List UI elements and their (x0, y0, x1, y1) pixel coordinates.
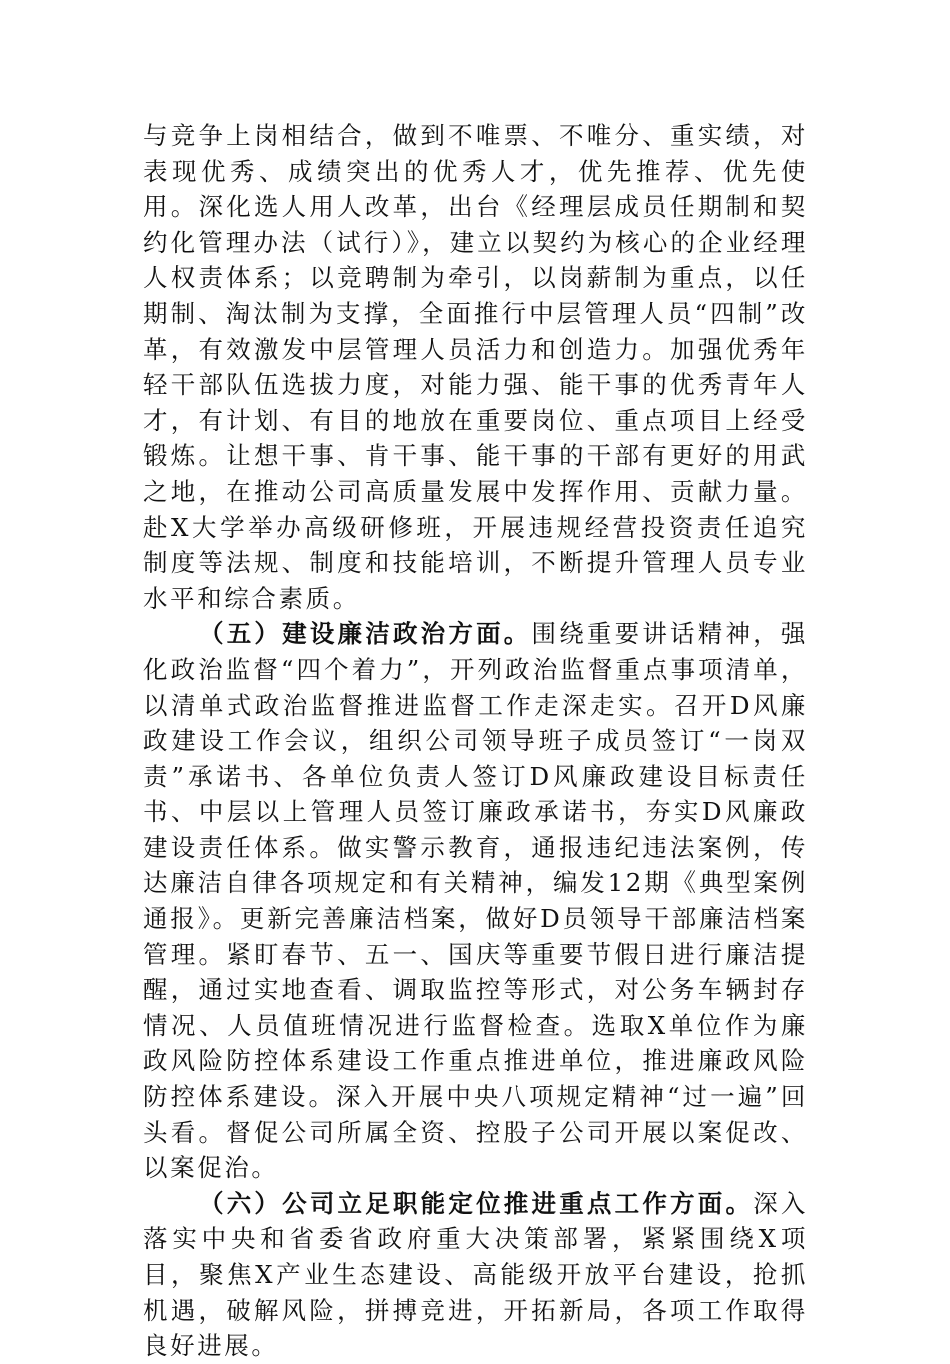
paragraph-2 (143, 616, 808, 1186)
paragraph-2-body: 围绕重要讲话精神，强化政治监督“四个着力”，开列政治监督重点事项清单，以清单式政治监督推进监督工作走深走实。召开D风廉政建设工作会议，组织公司领导班子成员签订“一岗双责”承诺书、各单位负责人签订D风廉政建设目标责任书、中层以上管理人员签订廉政承诺书，夯实D风廉政建设责任体系。做实警示教育，通报违纪违法案例，传达廉洁自律各项规定和有关精神，编发12期《典型案例通报》。更新完善廉洁档案，做好D员领导干部廉洁档案管理。紧盯春节、五一、国庆等重要节假日进行廉洁提醒，通过实地查看、调取监控等形式，对公务车辆封存情况、人员值班情况进行监督检查。选取X单位作为廉政风险防控体系建设工作重点推进单位，推进廉政风险防控体系建设。深入开展中央八项规定精神“过一遍”回头看。督促公司所属全资、控股子公司开展以案促改、以案促治。 (143, 619, 808, 1183)
paragraph-1-body: 与竞争上岗相结合，做到不唯票、不唯分、重实绩，对表现优秀、成绩突出的优秀人才，优先推荐、优先使用。深化选人用人改革，出台《经理层成员任期制和契约化管理办法（试行）》，建立以契约为核心的企业经理人权责体系；以竞聘制为牵引，以岗薪制为重点，以任期制、淘汰制为支撑，全面推行中层管理人员“四制”改革，有效激发中层管理人员活力和创造力。加强优秀年轻干部队伍选拔力度，对能力强、能干事的优秀青年人才，有计划、有目的地放在重要岗位、重点项目上经受锻炼。让想干事、肯干事、能干事的干部有更好的用武之地，在推动公司高质量发展中发挥作用、贡献力量。赴X大学举办高级研修班，开展违规经营投资责任追究制度等法规、制度和技能培训，不断提升管理人员专业水平和综合素质。 (143, 121, 808, 613)
paragraph-3-body: 深入落实中央和省委省政府重大决策部署，紧紧围绕X项目，聚焦X产业生态建设、高能级开放平台建设，抢抓机遇，破解风险，拼搏竞进，开拓新局，各项工作取得良好进展。 (143, 1188, 808, 1361)
paragraph-1 (143, 118, 808, 616)
paragraph-2-heading: （五）建设廉洁政治方面。 (199, 619, 532, 649)
paragraph-3 (143, 1186, 808, 1364)
paragraph-3-heading: （六）公司立足职能定位推进重点工作方面。 (199, 1188, 754, 1218)
document-body (143, 118, 808, 1364)
